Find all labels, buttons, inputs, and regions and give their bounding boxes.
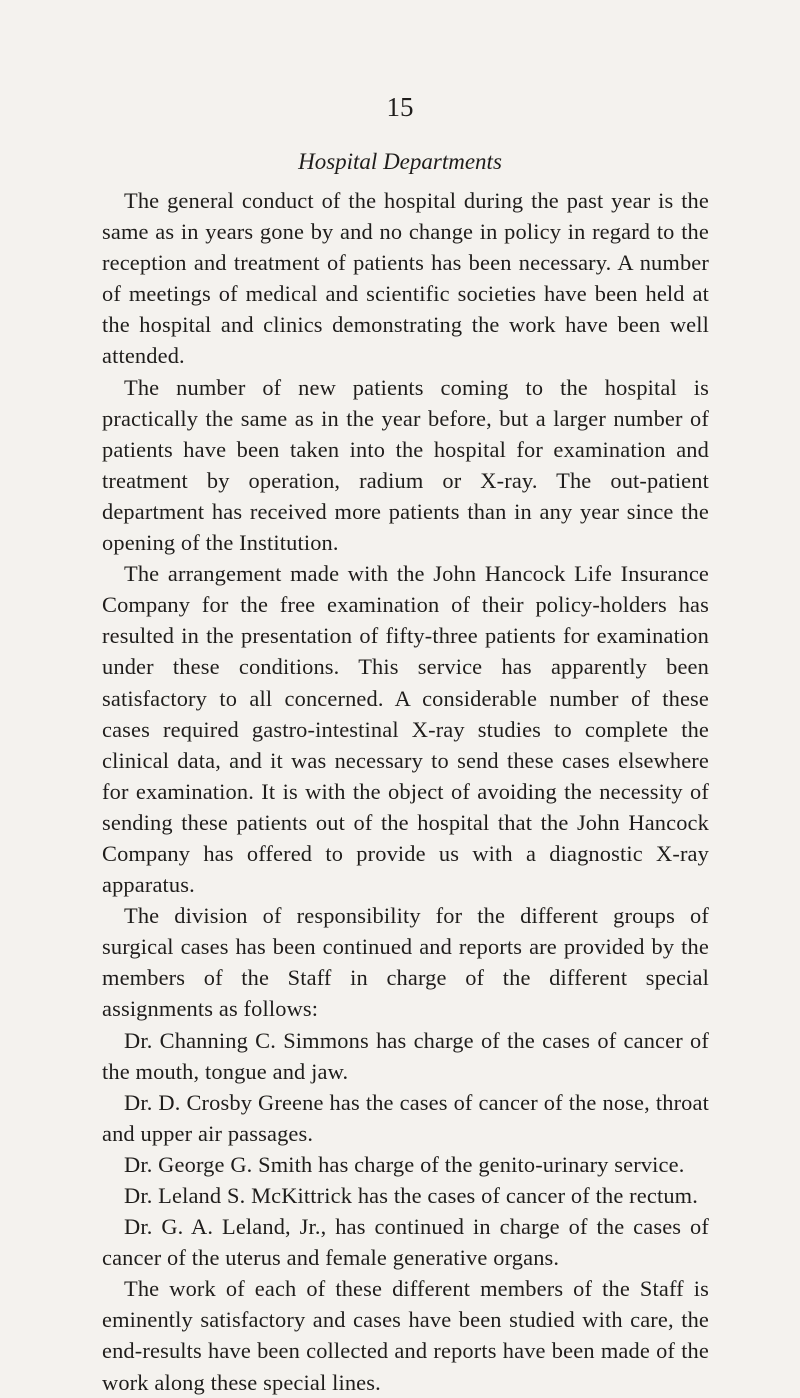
body-text <box>102 185 709 1398</box>
paragraph-dr-mckittrick: Dr. Leland S. McKittrick has the cases of cancer of the rectum. <box>124 1183 698 1208</box>
paragraph-dr-simmons: Dr. Channing C. Simmons has charge of the cases of cancer of the mouth, tongue and jaw. <box>102 1027 709 1084</box>
paragraph-dr-leland: Dr. G. A. Leland, Jr., has continued in charge of the cases of cancer of the uterus and female generative organs. <box>102 1214 709 1271</box>
paragraph-new-patients: The number of new patients coming to the hospital is practically the same as in the year before, but a larger number of patients have been taken into the hospital for examination and treatment by operation, radium or X-ray. The out-patient department has received more patients than in any year since the opening of the Institution. <box>102 374 709 556</box>
page-number: 15 <box>386 92 414 122</box>
paragraph-dr-greene: Dr. D. Crosby Greene has the cases of cancer of the nose, throat and upper air passages. <box>102 1089 709 1146</box>
paragraph-division-of-responsibility: The division of responsibility for the different groups of surgical cases has been continued and reports are provided by the members of the Staff in charge of the different special assignments as follows: <box>102 903 709 1022</box>
paragraph-john-hancock-arrangement: The arrangement made with the John Hancock Life Insurance Company for the free examination of their policy-holders has resulted in the presentation of fifty-three patients for examination under these conditions. This service has apparently been satisfactory to all concerned. A considerable number of these cases required gastro-intestinal X-ray studies to complete the clinical data, and it was necessary to send these cases elsewhere for examination. It is with the object of avoiding the necessity of sending these patients out of the hospital that the John Hancock Company has offered to provide us with a diagnostic X-ray apparatus. <box>102 561 709 898</box>
paragraph-staff-work: The work of each of these different members of the Staff is eminently satisfactory and cases have been studied with care, the end-results have been collected and reports have been made of the work along these special lines. <box>102 1276 709 1395</box>
section-heading: Hospital Departments <box>298 149 502 174</box>
paragraph-dr-smith: Dr. George G. Smith has charge of the genito-urinary service. <box>124 1151 685 1177</box>
paragraph-general-conduct: The general conduct of the hospital during the past year is the same as in years gone by and no change in policy in regard to the reception and treatment of patients has been necessary. A number of meetings of medical and scientific societies have been held at the hospital and clinics demonstrating the work have been well attended. <box>102 188 709 369</box>
